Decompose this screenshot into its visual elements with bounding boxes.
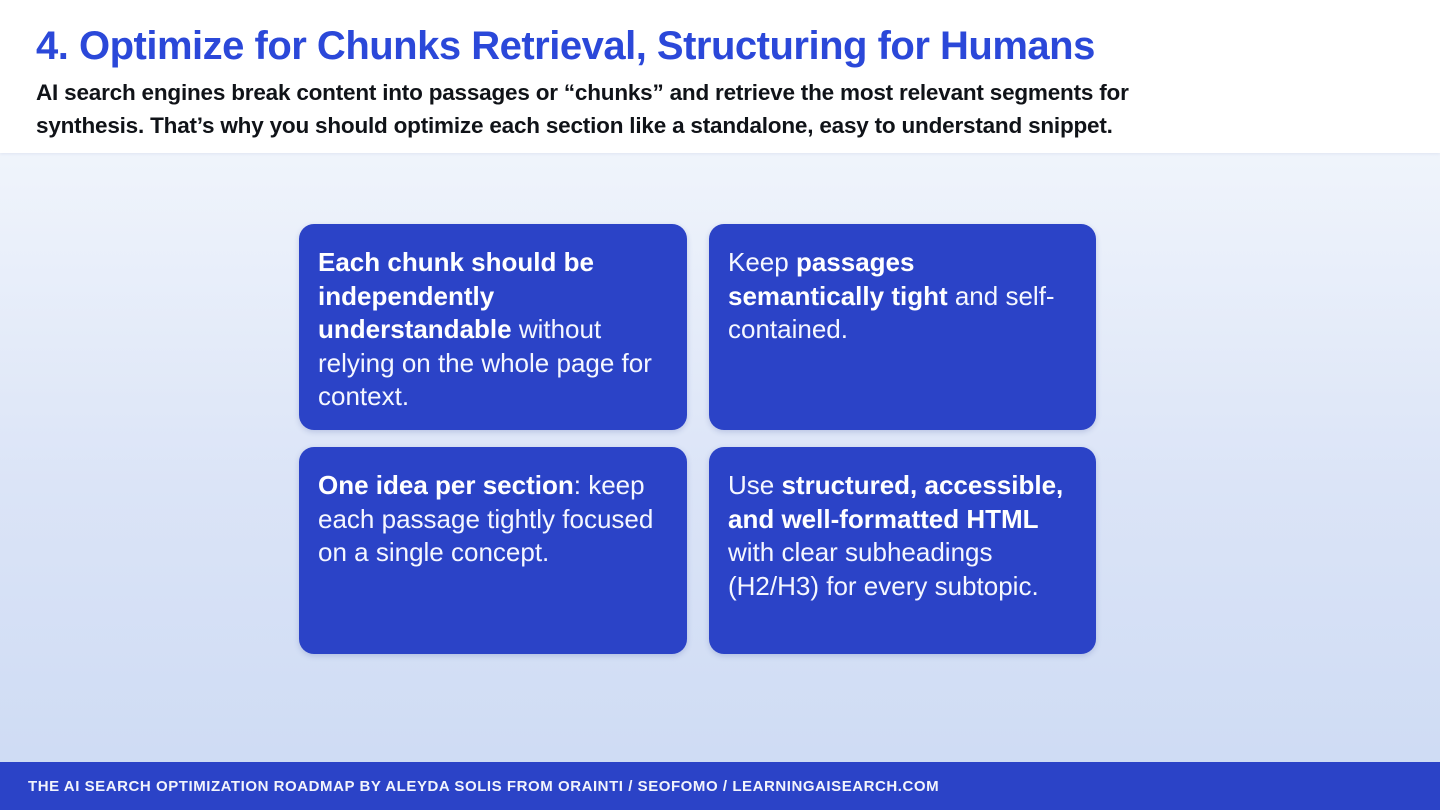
tips-card-grid: [299, 224, 1096, 654]
tip-card-independently-understandable: Each chunk should be independently understandable without relying on the whole page for context.: [299, 224, 687, 430]
subtitle-line-1: AI search engines break content into passages or “chunks” and retrieve the most relevant segments for: [36, 80, 1129, 105]
subtitle-line-2: synthesis. That’s why you should optimize each section like a standalone, easy to understand snippet.: [36, 113, 1113, 138]
subtitle: [36, 76, 1404, 142]
tip-card-structured-html: Use structured, accessible, and well-formatted HTML with clear subheadings (H2/H3) for every subtopic.: [709, 447, 1096, 654]
page-title: 4. Optimize for Chunks Retrieval, Structuring for Humans: [36, 24, 1095, 68]
footer-credit: THE AI SEARCH OPTIMIZATION ROADMAP BY ALEYDA SOLIS FROM ORAINTI / SEOFOMO / LEARNINGAISEARCH.COM: [28, 777, 940, 795]
footer-bar: [0, 762, 1440, 810]
slide-header: [0, 0, 1440, 153]
tip-card-semantically-tight: Keep passages semantically tight and self-contained.: [709, 224, 1096, 430]
tip-card-one-idea-per-section: One idea per section: keep each passage tightly focused on a single concept.: [299, 447, 687, 654]
